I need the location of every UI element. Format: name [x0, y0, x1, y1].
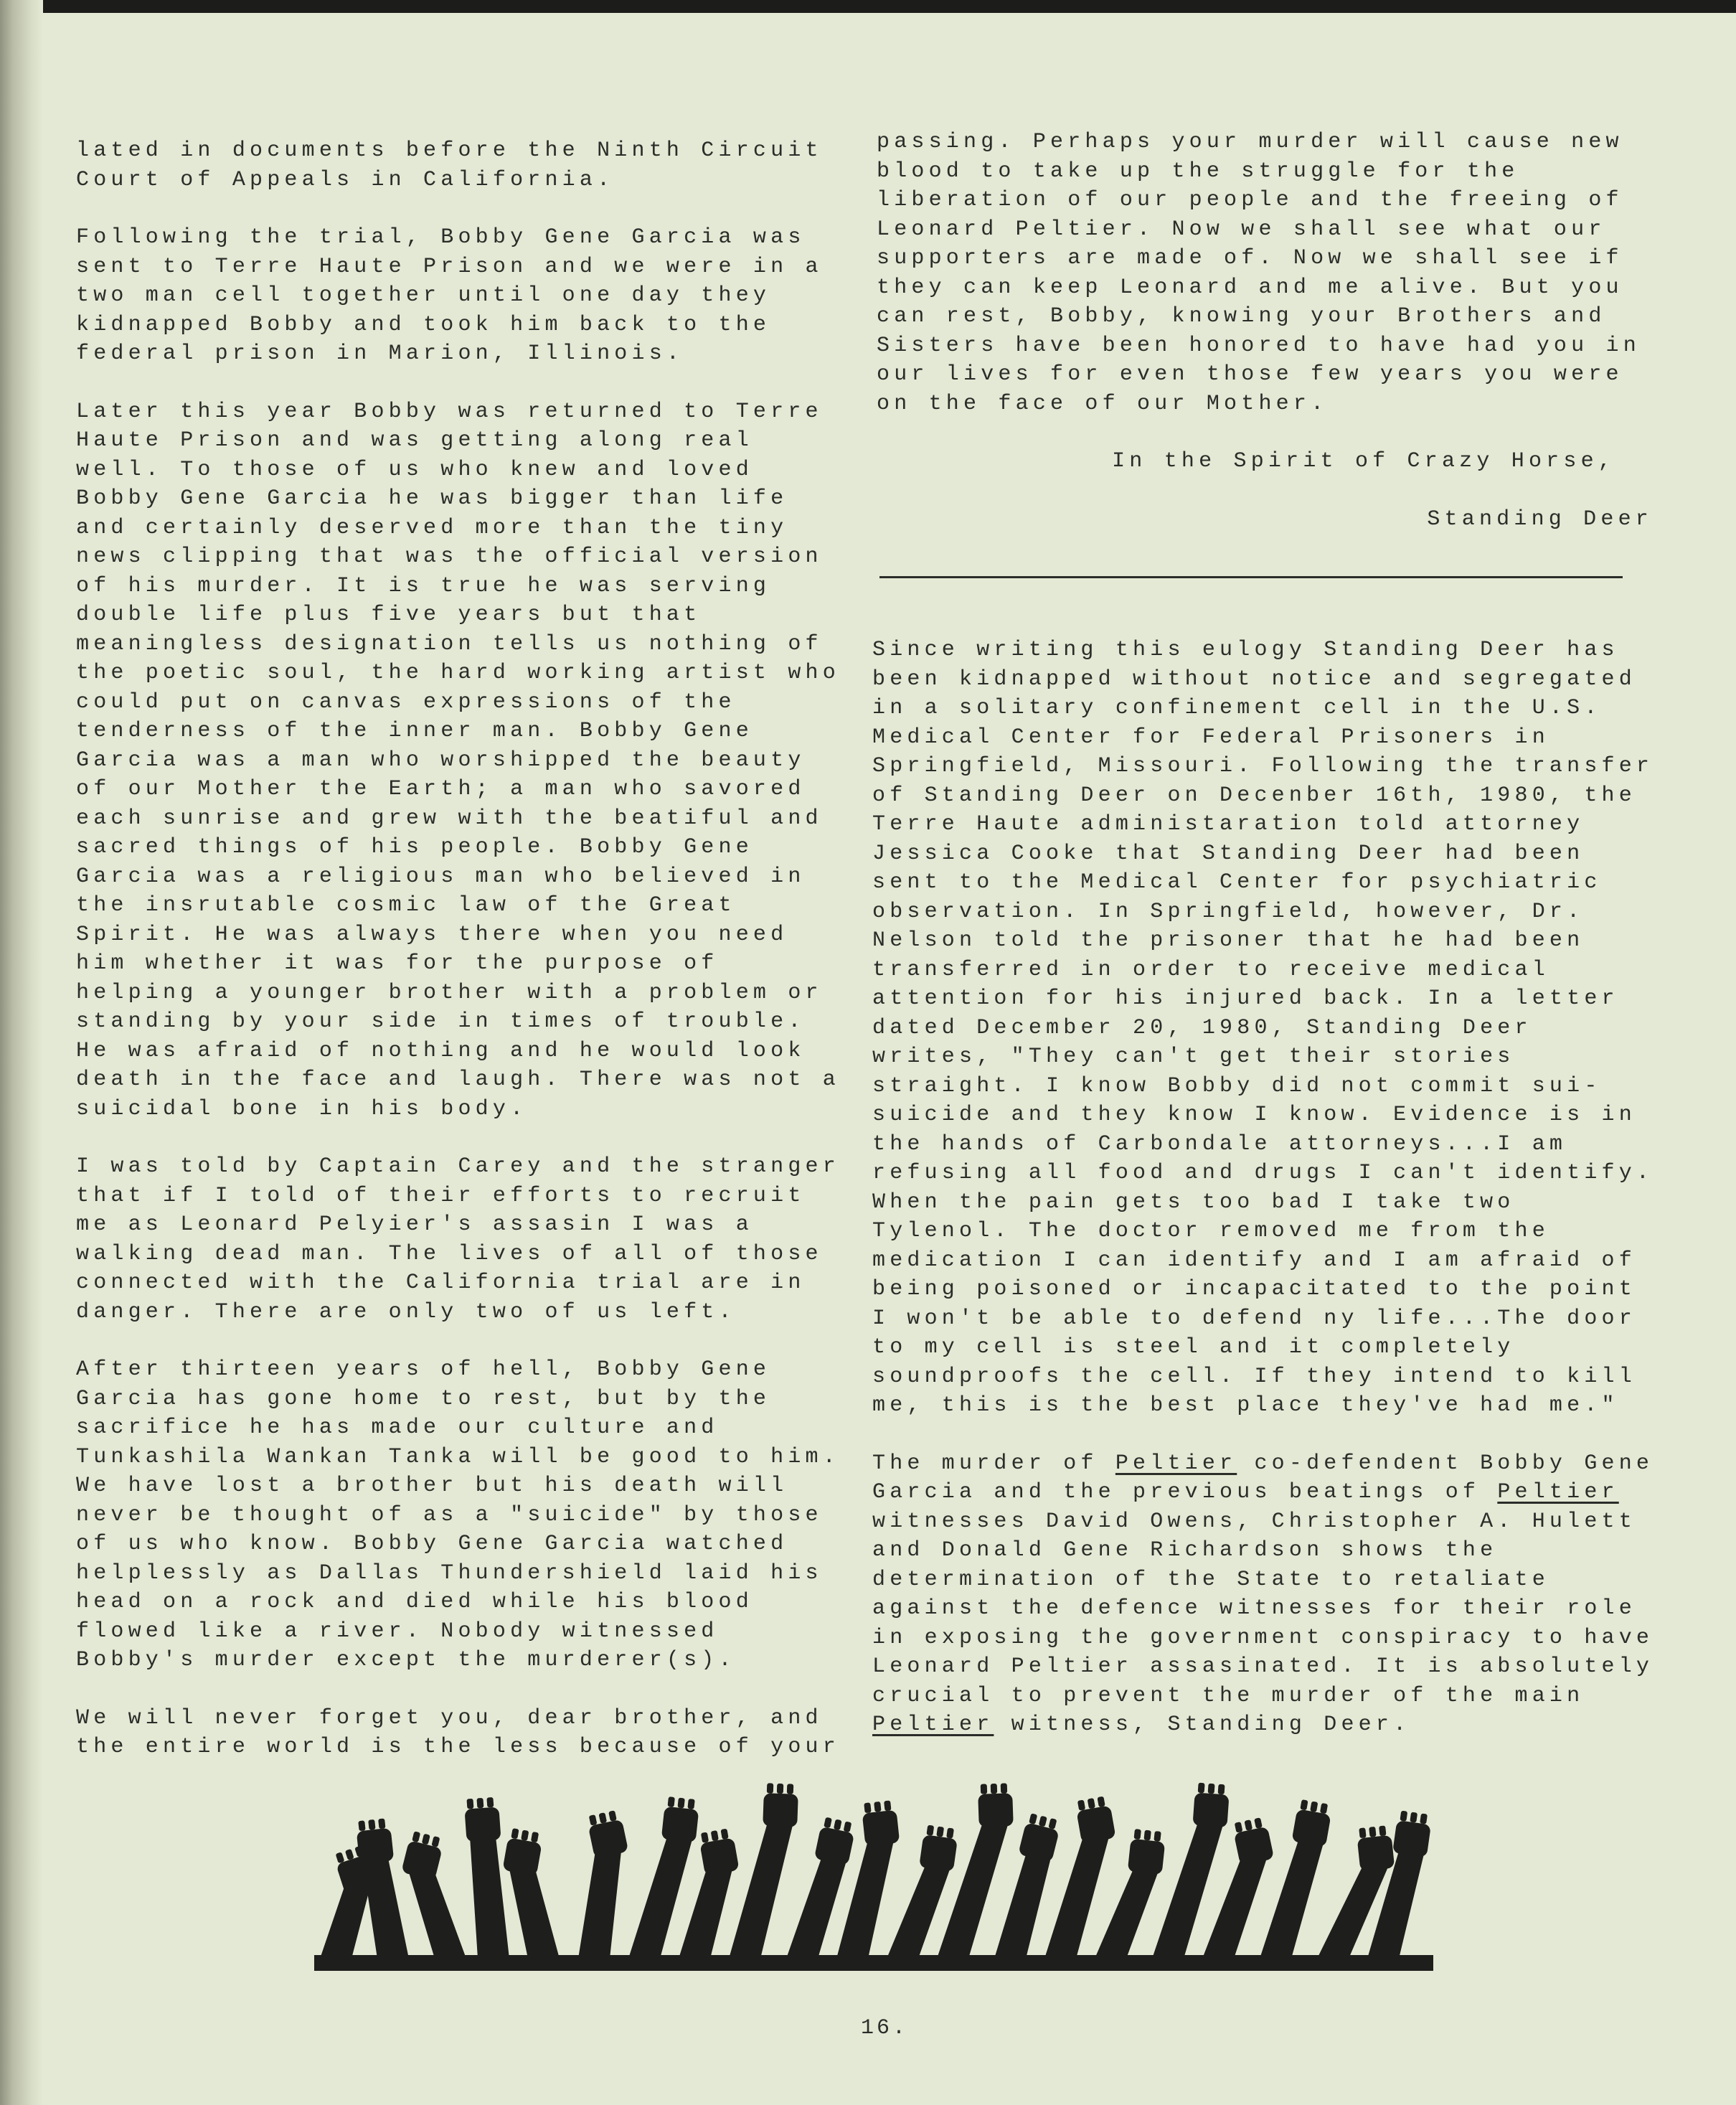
- knuckle-shape: [834, 1819, 842, 1831]
- fist-arm-shape: [679, 1869, 732, 1959]
- fist-shape: [357, 1828, 395, 1865]
- text-run: witnesses David Owens, Christopher A. Hulett and Donald Gene Richardson shows the determination of the State to retaliate against the defence witnesses for their role in exposing the government conspiracy to have Leonard Peltier assasinated. It is absolutely crucial to prevent the murder of the main: [872, 1509, 1654, 1708]
- knuckle-shape: [466, 1799, 473, 1809]
- knuckle-shape: [511, 1828, 519, 1839]
- paragraph: Since writing this eulogy Standing Deer has been kidnapped without notice and segregated in a solitary confinement cell in the U.S. Medical Center for Federal Prisoners in Springfield, Missouri. Following the transfer of Standing Deer on Decenber 16th, 1980, the Terre Haute administaration told attorney Jessica Cooke that Standing Deer had been sent to the Medical Center for psychiatric observation. In Springfield, however, Dr. Nelson told the prisoner that he had been transferred in order to receive medical attention for his injured back. In a letter dated December 20, 1980, Standing Deer writes, "They can't get their stories straight. I know Bobby did not commit sui-suicide and they know I know. Evidence is in the hands of Carbondale attorneys...I am refusing all food and drugs I can't identify. When the pain gets too bad I take two Tylenol. The doctor removed me from the medication I can identify and I am afraid of being poisoned or incapacitated to the point I won't be able to defend ny life...The door to my cell is steel and it completely soundproofs the cell. If they intend to kill me, this is the best place they've had me.": [872, 638, 1654, 1418]
- knuckle-shape: [677, 1798, 684, 1809]
- paragraph: passing. Perhaps your murder will cause new blood to take up the struggle for the liberation of our people and the freeing of Leonard Peltier. Now we shall see what our supporters are made of. Now we shall see if they can keep Leonard and me alive. But you can rest, Bobby, knowing your Brothers and Sisters have been honored to have had you in our lives for even those few years you were on the face of our Mother.: [877, 130, 1641, 416]
- left-column: [76, 136, 851, 1762]
- knuckle-shape: [668, 1796, 675, 1807]
- knuckle-shape: [701, 1832, 709, 1842]
- knuckle-shape: [1029, 1813, 1037, 1824]
- knuckle-shape: [1154, 1831, 1161, 1842]
- section-divider: [879, 576, 1623, 578]
- underlined-name: Peltier: [872, 1713, 994, 1737]
- knuckle-shape: [521, 1830, 529, 1841]
- knuckle-shape: [864, 1802, 871, 1813]
- fist-shape: [1357, 1835, 1395, 1872]
- knuckle-shape: [1088, 1798, 1095, 1809]
- knuckle-shape: [589, 1814, 598, 1826]
- knuckle-shape: [1039, 1816, 1047, 1827]
- knuckle-shape: [787, 1784, 793, 1794]
- fist-arm-shape: [320, 1887, 370, 1959]
- knuckle-shape: [1134, 1829, 1141, 1840]
- knuckle-shape: [1244, 1819, 1253, 1831]
- knuckle-shape: [378, 1818, 385, 1829]
- fist-shape: [862, 1810, 900, 1847]
- knuckle-shape: [777, 1784, 783, 1794]
- page-edge: [0, 0, 43, 2105]
- knuckle-shape: [1320, 1803, 1328, 1814]
- knuckle-shape: [824, 1817, 832, 1829]
- signature: Standing Deer: [1427, 507, 1653, 532]
- knuckle-shape: [476, 1798, 483, 1809]
- knuckle-shape: [1310, 1802, 1318, 1812]
- paragraph: We will never forget you, dear brother, and the entire world is the less because of your: [76, 1705, 840, 1759]
- knuckle-shape: [926, 1825, 934, 1836]
- fist-arm-shape: [887, 1865, 951, 1959]
- knuckle-shape: [1300, 1799, 1308, 1810]
- paragraph: I was told by Captain Carey and the stranger that if I told of their efforts to recruit me as Leonard Pelyier's assasin I was a walking dead man. The lives of all of those connected with the California trial are in danger. There are only two of us left.: [76, 1154, 840, 1324]
- top-border: [0, 0, 1736, 13]
- knuckle-shape: [1400, 1811, 1407, 1822]
- knuckle-shape: [358, 1820, 365, 1831]
- closing-line: In the Spirit of Crazy Horse,: [1112, 449, 1615, 474]
- fist-arm-shape: [786, 1858, 847, 1959]
- text-run: co-defendent Bobby Gene Garcia and the previous beatings of: [872, 1451, 1654, 1504]
- knuckle-shape: [946, 1827, 954, 1838]
- knuckle-shape: [1379, 1825, 1386, 1836]
- right-column-eulogy-end: [877, 128, 1666, 534]
- fist-shape: [464, 1807, 501, 1842]
- fist-arm-shape: [994, 1855, 1052, 1959]
- right-column-update: [872, 636, 1669, 1740]
- knuckle-shape: [345, 1849, 354, 1860]
- knuckle-shape: [368, 1819, 375, 1830]
- fist-arm-shape: [409, 1873, 466, 1959]
- fist-shape: [502, 1837, 542, 1876]
- knuckle-shape: [874, 1802, 881, 1812]
- knuckle-shape: [1097, 1796, 1105, 1807]
- knuckle-shape: [884, 1800, 891, 1811]
- knuckle-shape: [1369, 1827, 1376, 1837]
- fist-shape: [814, 1827, 855, 1866]
- paragraph: [872, 1449, 1669, 1740]
- knuckle-shape: [981, 1784, 987, 1794]
- knuckle-shape: [1001, 1783, 1007, 1793]
- knuckle-shape: [486, 1797, 494, 1808]
- knuckle-shape: [767, 1783, 773, 1793]
- fist-arm-shape: [470, 1837, 509, 1959]
- fist-shape: [763, 1793, 798, 1827]
- fist-arm-shape: [1202, 1858, 1267, 1959]
- fist-shape: [1291, 1809, 1331, 1847]
- fist-shape: [978, 1793, 1014, 1827]
- knuckle-shape: [1143, 1830, 1151, 1841]
- knuckle-shape: [1420, 1813, 1428, 1824]
- fist-arm-shape: [628, 1837, 693, 1959]
- fist-shape: [1392, 1820, 1431, 1857]
- knuckle-shape: [1208, 1784, 1215, 1794]
- knuckle-shape: [936, 1827, 944, 1837]
- fist-shape: [1192, 1792, 1229, 1827]
- raised-fists-illustration: [307, 1779, 1440, 1980]
- fist-shape: [661, 1807, 699, 1843]
- knuckle-shape: [720, 1829, 728, 1840]
- knuckle-shape: [1198, 1783, 1205, 1794]
- fist-shape: [699, 1837, 739, 1876]
- underlined-name: Peltier: [1497, 1480, 1619, 1504]
- fist-shape: [1234, 1827, 1275, 1866]
- page-number: 16.: [861, 2016, 909, 2040]
- knuckle-shape: [1410, 1812, 1417, 1823]
- knuckle-shape: [1218, 1784, 1225, 1795]
- knuckle-shape: [412, 1831, 420, 1842]
- knuckle-shape: [431, 1836, 440, 1847]
- knuckle-shape: [687, 1799, 694, 1809]
- fist-shape: [1076, 1805, 1115, 1844]
- knuckle-shape: [531, 1832, 539, 1842]
- fist-shape: [588, 1819, 629, 1859]
- paragraph: Following the trial, Bobby Gene Garcia was sent to Terre Haute Prison and we were in a two man cell together until one day they kidnapped Bobby and took him back to the federal prison in Marion, Illinois.: [76, 225, 823, 366]
- knuckle-shape: [598, 1812, 607, 1824]
- knuckle-shape: [991, 1784, 997, 1794]
- fist-arm-shape: [578, 1851, 621, 1959]
- knuckle-shape: [1235, 1822, 1243, 1833]
- knuckle-shape: [1077, 1799, 1085, 1810]
- knuckle-shape: [608, 1810, 617, 1822]
- fists-base-shape: [314, 1955, 1433, 1971]
- text-run: The murder of: [872, 1451, 1115, 1476]
- knuckle-shape: [1254, 1817, 1263, 1829]
- text-run: witness, Standing Deer.: [994, 1713, 1411, 1737]
- paragraph: lated in documents before the Ninth Circuit Court of Appeals in California.: [76, 138, 823, 192]
- knuckle-shape: [422, 1834, 430, 1845]
- knuckle-shape: [336, 1852, 345, 1863]
- underlined-name: Peltier: [1115, 1451, 1237, 1476]
- fist-arm-shape: [509, 1869, 560, 1959]
- paragraph: Later this year Bobby was returned to Terre Haute Prison and was getting along real well. To those of us who knew and loved Bobby Gene Garcia he was bigger than life and certainly deserved more than the tiny news clipping that was the official version of his murder. It is true he was serving double life plus five years but that meaningless designation tells us nothing of the poetic soul, the hard working artist who could put on canvas expressions of the tenderness of the inner man. Bobby Gene Garcia was a man who worshipped the beauty of our Mother the Earth; a man who savored each sunrise and grew with the beatiful and sacred things of his people. Bobby Gene Garcia was a religious man who believed in the insrutable cosmic law of the Great Spirit. He was always there when you need him whether it was for the purpose of helping a younger brother with a problem or standing by your side in times of trouble. He was afraid of nothing and he would look death in the face and laugh. There was not a suicidal bone in his body.: [76, 399, 840, 1121]
- knuckle-shape: [844, 1821, 852, 1832]
- knuckle-shape: [1048, 1818, 1057, 1829]
- knuckle-shape: [1359, 1827, 1366, 1838]
- fist-arm-shape: [1044, 1837, 1109, 1959]
- paragraph: After thirteen years of hell, Bobby Gene Garcia has gone home to rest, but by the sacrifice he has made our culture and Tunkashila Wankan Tanka will be good to him. We have lost a brother but his death will never be thought of as a "suicide" by those of us who know. Bobby Gene Garcia watched helplessly as Dallas Thundershield laid his head on a rock and died while his blood flowed like a river. Nobody witnessed Bobby's murder except the murderer(s).: [76, 1357, 840, 1672]
- knuckle-shape: [711, 1830, 719, 1841]
- fist-arm-shape: [729, 1822, 793, 1959]
- fist-shape: [1128, 1839, 1166, 1875]
- fist-arm-shape: [1095, 1869, 1159, 1959]
- fist-arm-shape: [362, 1858, 409, 1959]
- fist-shape: [919, 1835, 958, 1872]
